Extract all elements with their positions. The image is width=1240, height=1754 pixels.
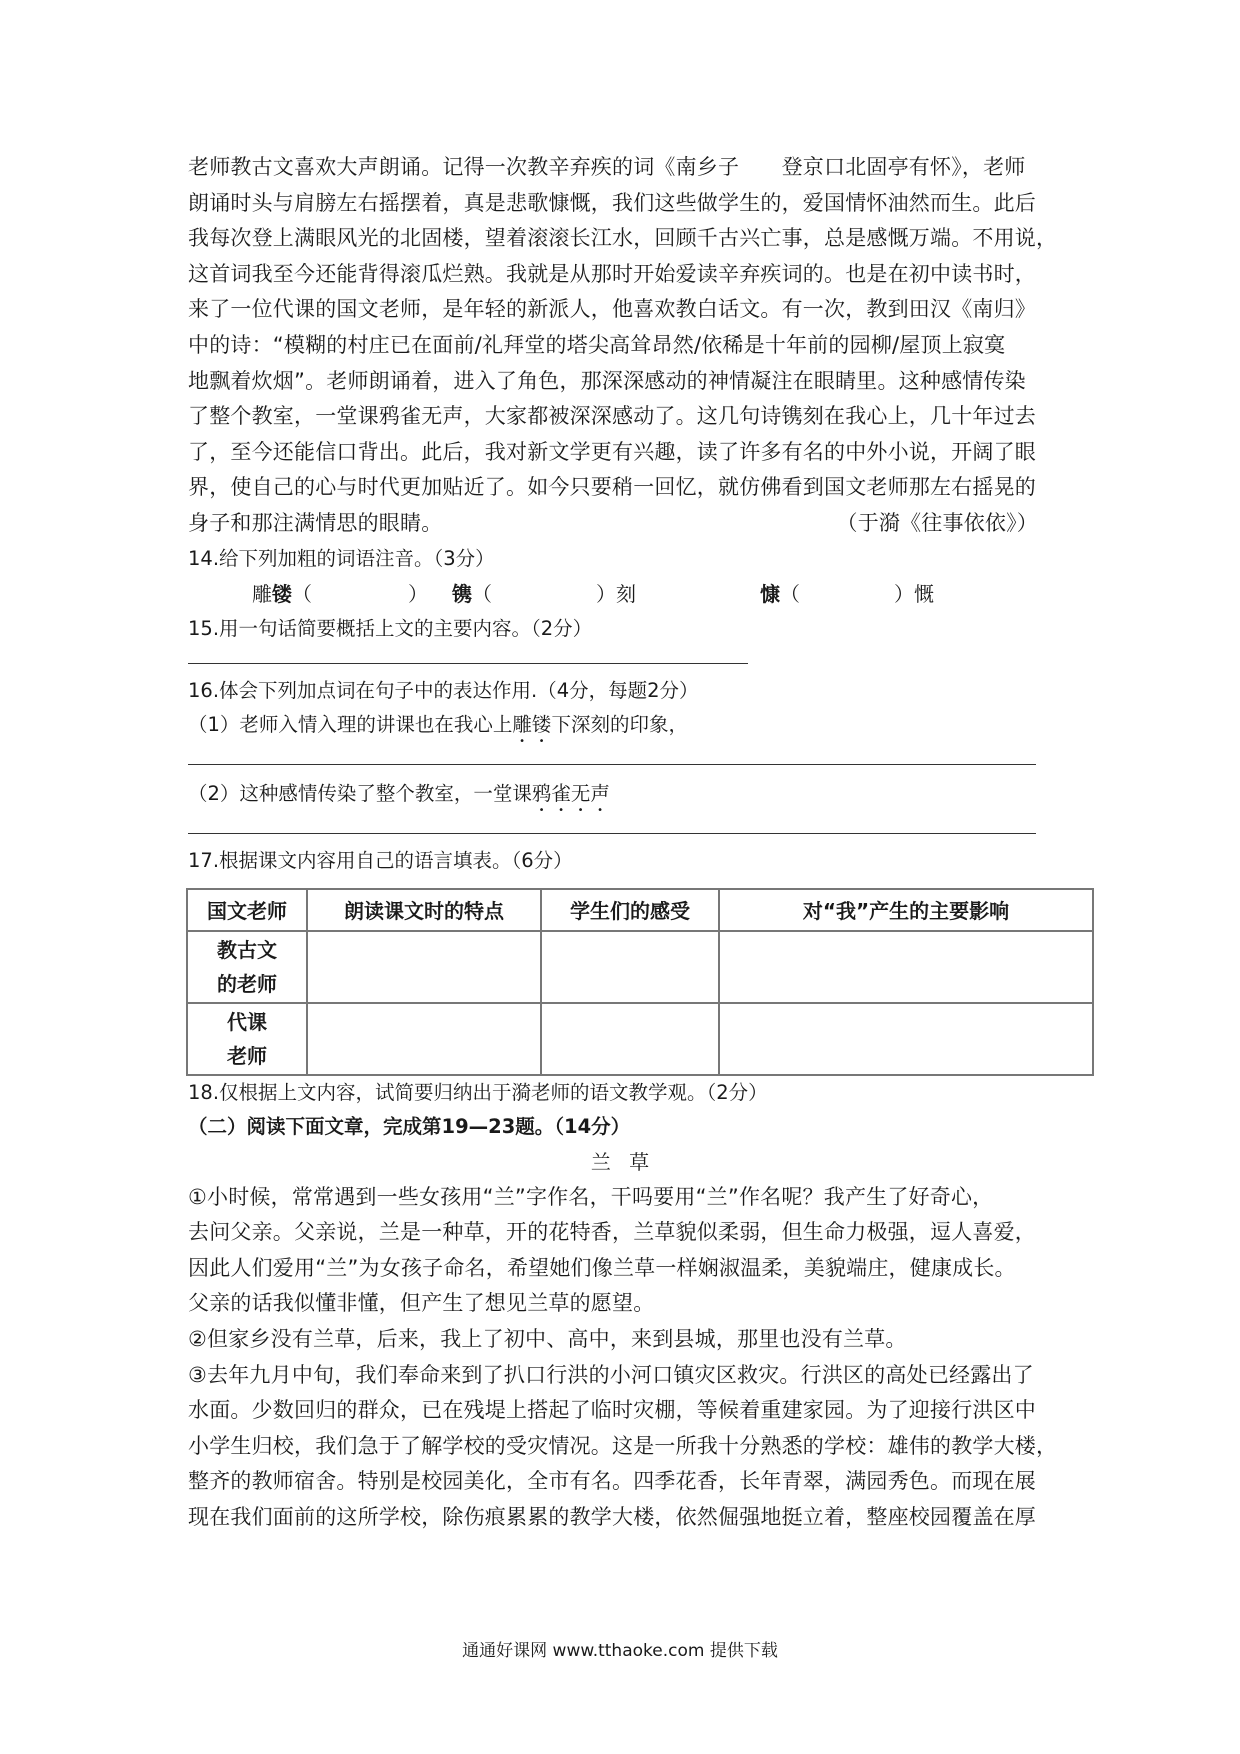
passage-line: ②但家乡没有兰草，后来，我上了初中、高中，来到县城，那里也没有兰草。: [188, 1326, 907, 1351]
question-16-2: [188, 777, 1058, 816]
passage-line: 地飘着炊烟”。老师朗诵着，进入了角色，那深深感动的神情凝注在眼睛里。这种感情传染: [188, 368, 1026, 393]
passage-line: 来了一位代课的国文老师，是年轻的新派人，他喜欢教白话文。有一次，教到田汉《南归》: [188, 297, 1036, 322]
q14-word2-plain: 刻: [616, 581, 636, 606]
section-2-heading: （二）阅读下面文章，完成第19—23题。（14分）: [188, 1114, 631, 1138]
q16-1-text: （1）老师入情入理的讲课也在我心上: [188, 712, 513, 736]
q14-word3-plain: 慨: [914, 581, 934, 606]
q16-1-text-end: 下深刻的印象，: [551, 712, 688, 736]
table-header: 对“我”产生的主要影响: [719, 889, 1093, 931]
page-footer: 通通好课网 www.tthaoke.com 提供下载: [462, 1641, 778, 1661]
answer-cell[interactable]: [719, 931, 1093, 1003]
answer-cell[interactable]: [719, 1003, 1093, 1075]
open-paren: （: [472, 581, 492, 606]
row-label-line: 代课: [227, 1009, 267, 1034]
passage-line: 水面。少数回归的群众，已在残堤上搭起了临时灾棚，等候着重建家园。为了迎接行洪区中: [188, 1398, 1036, 1423]
table-header: 学生们的感受: [541, 889, 719, 931]
answer-line-16-1[interactable]: [188, 763, 1036, 765]
question-15: 15.用一句话简要概括上文的主要内容。（2分）: [188, 616, 593, 640]
table-header: 朗读课文时的特点: [307, 889, 541, 931]
table-header: 国文老师: [187, 889, 307, 931]
table-header-row: [187, 889, 1093, 931]
q14-word1-bold: 镂: [272, 581, 292, 606]
article-title: 兰 草: [590, 1149, 656, 1174]
answer-cell[interactable]: [307, 931, 541, 1003]
passage-source: （于漪《往事依依》）: [836, 510, 1038, 535]
passage-lancao: [188, 1180, 1058, 1536]
open-paren: （: [780, 581, 800, 606]
close-paren: ）: [408, 581, 428, 606]
table-row: [187, 931, 1093, 1003]
row-label-line: 的老师: [217, 971, 277, 996]
passage-wangshiyiyi: [188, 150, 1058, 542]
passage-line: 界，使自己的心与时代更加贴近了。如今只要稍一回忆，就仿佛看到国文老师那左右摇晃的: [188, 475, 1036, 500]
passage-line: ①小时候，常常遇到一些女孩用“兰”字作名，干吗要用“兰”作名呢？我产生了好奇心，: [188, 1184, 994, 1209]
dotted-word-diaolou: 雕镂: [512, 712, 552, 736]
row-label-line: 教古文: [217, 937, 277, 962]
passage-line: 中的诗：“模糊的村庄已在面前/礼拜堂的塔尖高耸昂然/依稀是十年前的园柳/屋顶上寂寞: [188, 332, 1006, 357]
passage-line: 了，至今还能信口背出。此后，我对新文学更有兴趣，读了许多有名的中外小说，开阔了眼: [188, 439, 1036, 464]
q14-word3-bold: 慷: [760, 581, 780, 606]
passage-line: 这首词我至今还能背得滚瓜烂熟。我就是从那时开始爱读辛弃疾词的。也是在初中读书时，: [188, 261, 1036, 286]
dotted-word-yaquewusheng: 鸦雀无声: [531, 781, 610, 805]
question-16-1: [188, 708, 1058, 747]
fill-table: [186, 888, 1094, 1076]
passage-line: 去问父亲。父亲说，兰是一种草，开的花特香，兰草貌似柔弱，但生命力极强，逗人喜爱，: [188, 1220, 1036, 1245]
passage-line: 父亲的话我似懂非懂，但产生了想见兰草的愿望。: [188, 1291, 655, 1316]
passage-line: ③去年九月中旬，我们奉命来到了扒口行洪的小河口镇灾区救灾。行洪区的高处已经露出了: [188, 1362, 1034, 1387]
question-18: 18.仅根据上文内容，试简要归纳出于漪老师的语文教学观。（2分）: [188, 1080, 768, 1104]
exam-page: [188, 150, 1058, 1535]
row-label: [187, 1003, 307, 1075]
open-paren: （: [292, 581, 312, 606]
answer-line-15[interactable]: [188, 662, 748, 664]
question-14-items: [188, 576, 1058, 612]
row-label: [187, 931, 307, 1003]
question-17: 17.根据课文内容用自己的语言填表。（6分）: [188, 848, 573, 872]
table-row: [187, 1003, 1093, 1075]
passage-line: 朗诵时头与肩膀左右摇摆着，真是悲歌慷慨，我们这些做学生的，爱国情怀油然而生。此后: [188, 190, 1036, 215]
q14-word2-bold: 镌: [452, 581, 472, 606]
passage-line: 小学生归校，我们急于了解学校的受灾情况。这是一所我十分熟悉的学校：雄伟的教学大楼，: [188, 1433, 1058, 1458]
passage-line: 整齐的教师宿舍。特别是校园美化，全市有名。四季花香，长年青翠，满园秀色。而现在展: [188, 1469, 1036, 1494]
passage-line: 我每次登上满眼风光的北固楼，望着滚滚长江水，回顾千古兴亡事，总是感慨万端。不用说，: [188, 226, 1058, 251]
passage-line: 老师教古文喜欢大声朗诵。记得一次教辛弃疾的词《南乡子 登京口北固亭有怀》，老师: [188, 155, 1026, 179]
row-label-line: 老师: [227, 1043, 267, 1068]
passage-line: 现在我们面前的这所学校，除伤痕累累的教学大楼，依然倔强地挺立着，整座校园覆盖在厚: [188, 1504, 1036, 1529]
passage-line: 因此人们爱用“兰”为女孩子命名，希望她们像兰草一样娴淑温柔，美貌端庄，健康成长。: [188, 1255, 1016, 1280]
answer-line-16-2[interactable]: [188, 832, 1036, 834]
close-paren: ）: [596, 581, 616, 606]
q16-2-text: （2）这种感情传染了整个教室，一堂课: [188, 781, 532, 805]
answer-cell[interactable]: [541, 1003, 719, 1075]
question-16: 16.体会下列加点词在句子中的表达作用.（4分，每题2分）: [188, 678, 699, 702]
q14-word1-plain: 雕: [252, 581, 272, 606]
answer-cell[interactable]: [307, 1003, 541, 1075]
close-paren: ）: [894, 581, 914, 606]
question-14: 14.给下列加粗的词语注音。（3分）: [188, 546, 495, 570]
answer-cell[interactable]: [541, 931, 719, 1003]
passage-line: 了整个教室，一堂课鸦雀无声，大家都被深深感动了。这几句诗镌刻在我心上，几十年过去: [188, 404, 1036, 429]
passage-line: 身子和那注满情思的眼睛。: [188, 510, 443, 535]
